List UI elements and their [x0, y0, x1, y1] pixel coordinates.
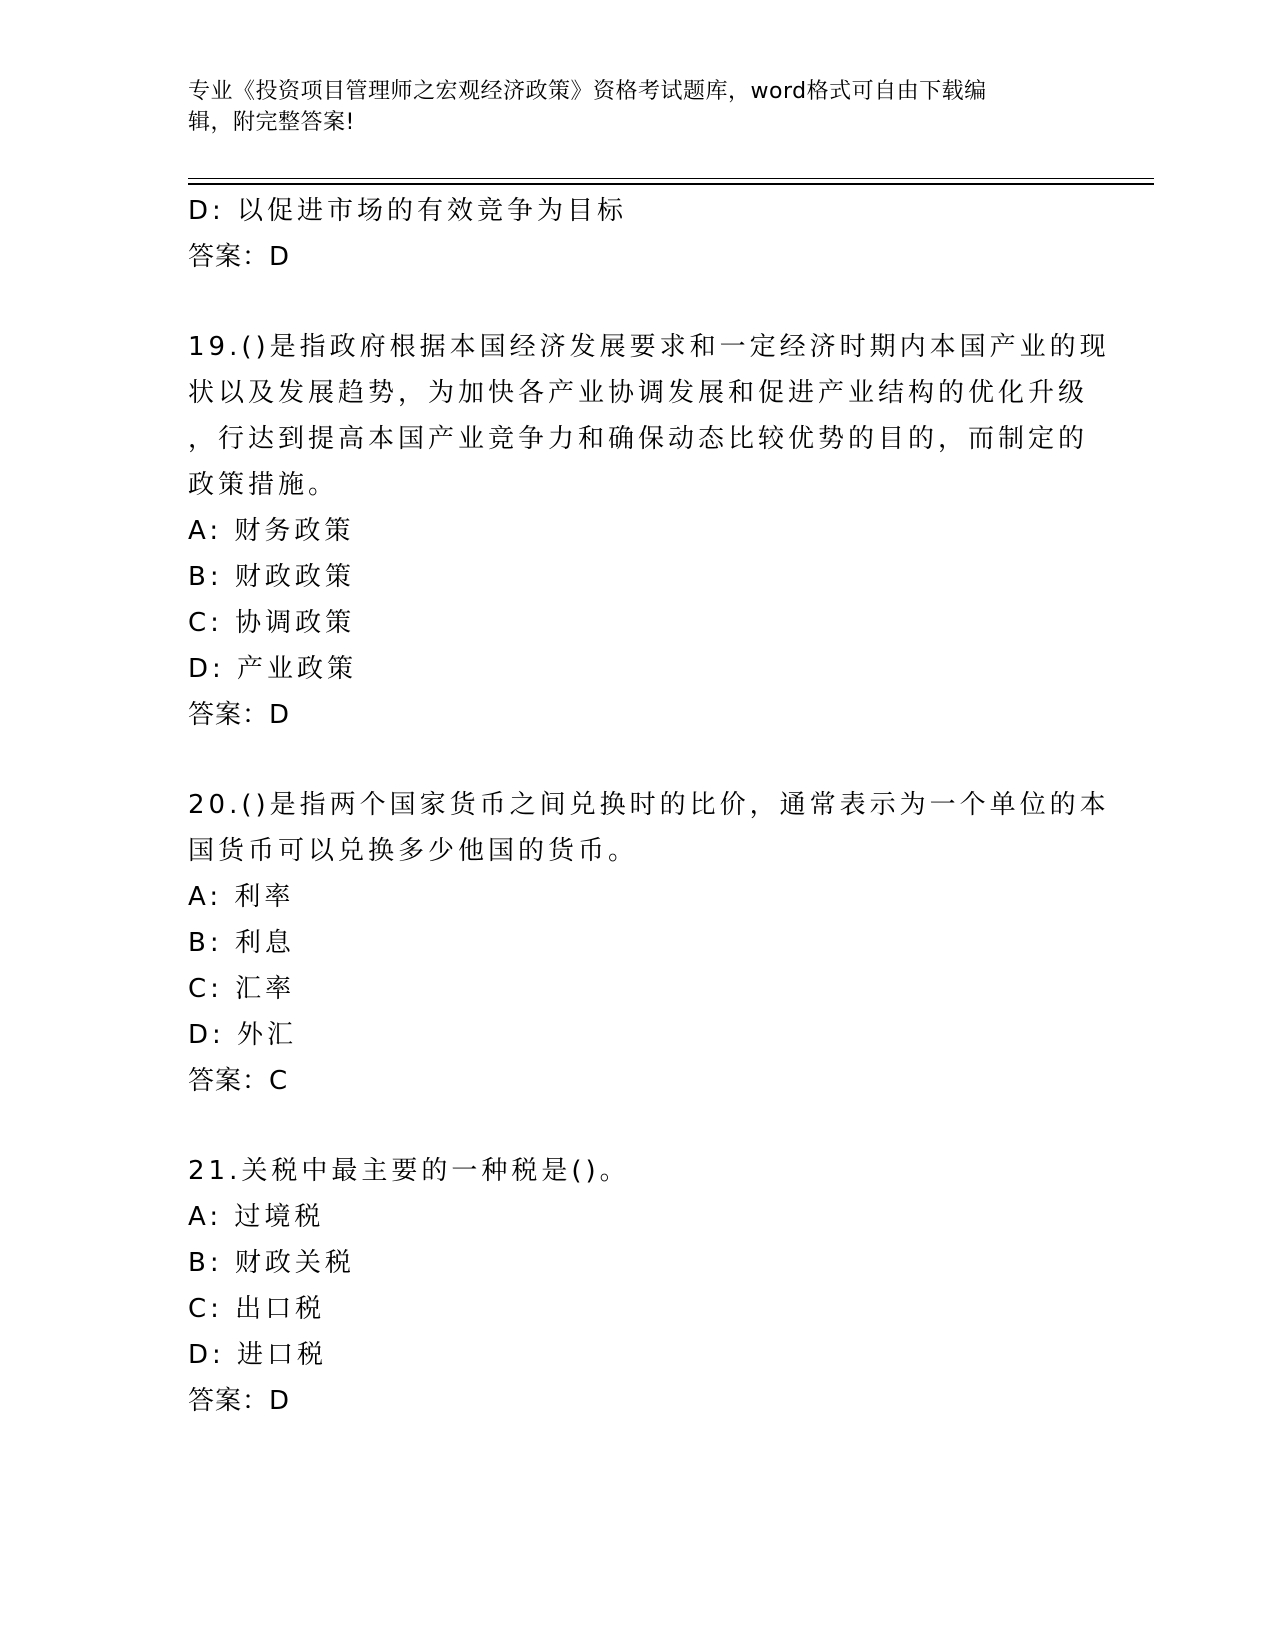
question-18-tail — [188, 188, 1088, 280]
question-stem-line: ，行达到提高本国产业竞争力和确保动态比较优势的目的，而制定的 — [188, 424, 1089, 454]
question-stem — [188, 782, 1110, 874]
option-a: A: 财务政策 — [188, 516, 355, 546]
question-stem-line: 21.关税中最主要的一种税是()。 — [188, 1156, 630, 1186]
option-d: D: 外汇 — [188, 1020, 298, 1050]
spacer — [188, 280, 1088, 324]
question-21 — [188, 1148, 1088, 1424]
option-d: D: 进口税 — [188, 1340, 328, 1370]
answer-line: 答案：C — [188, 1066, 289, 1096]
question-stem-line: 19.()是指政府根据本国经济发展要求和一定经济时期内本国产业的现 — [188, 332, 1110, 362]
question-stem-line: 状以及发展趋势，为加快各产业协调发展和促进产业结构的优化升级 — [188, 378, 1089, 408]
option-c: C: 出口税 — [188, 1294, 326, 1324]
question-stem-line: 国货币可以兑换多少他国的货币。 — [188, 836, 639, 866]
option-a: A: 利率 — [188, 882, 295, 912]
option-d: D: 以促进市场的有效竞争为目标 — [188, 196, 628, 226]
option-b: B: 财政政策 — [188, 562, 355, 592]
option-b: B: 利息 — [188, 928, 295, 958]
option-c: C: 协调政策 — [188, 608, 356, 638]
option-c: C: 汇率 — [188, 974, 296, 1004]
header-note — [188, 76, 1068, 138]
question-19 — [188, 324, 1110, 738]
header-rule-thin — [188, 178, 1154, 179]
header-rule-thick — [188, 183, 1154, 185]
option-d: D: 产业政策 — [188, 654, 358, 684]
question-list — [188, 188, 1110, 1424]
answer-line: 答案：D — [188, 1386, 291, 1416]
question-stem — [188, 324, 1110, 508]
spacer — [188, 738, 1088, 782]
question-20 — [188, 782, 1110, 1104]
option-b: B: 财政关税 — [188, 1248, 355, 1278]
header-note-line: 专业《投资项目管理师之宏观经济政策》资格考试题库，word格式可自由下载编 — [188, 79, 987, 104]
question-stem — [188, 1148, 1088, 1194]
header-note-line: 辑，附完整答案! — [188, 110, 355, 135]
spacer — [188, 1104, 1088, 1148]
question-stem-line: 20.()是指两个国家货币之间兑换时的比价，通常表示为一个单位的本 — [188, 790, 1110, 820]
answer-line: 答案：D — [188, 242, 291, 272]
question-stem-line: 政策措施。 — [188, 470, 339, 500]
answer-line: 答案：D — [188, 700, 291, 730]
option-a: A: 过境税 — [188, 1202, 325, 1232]
